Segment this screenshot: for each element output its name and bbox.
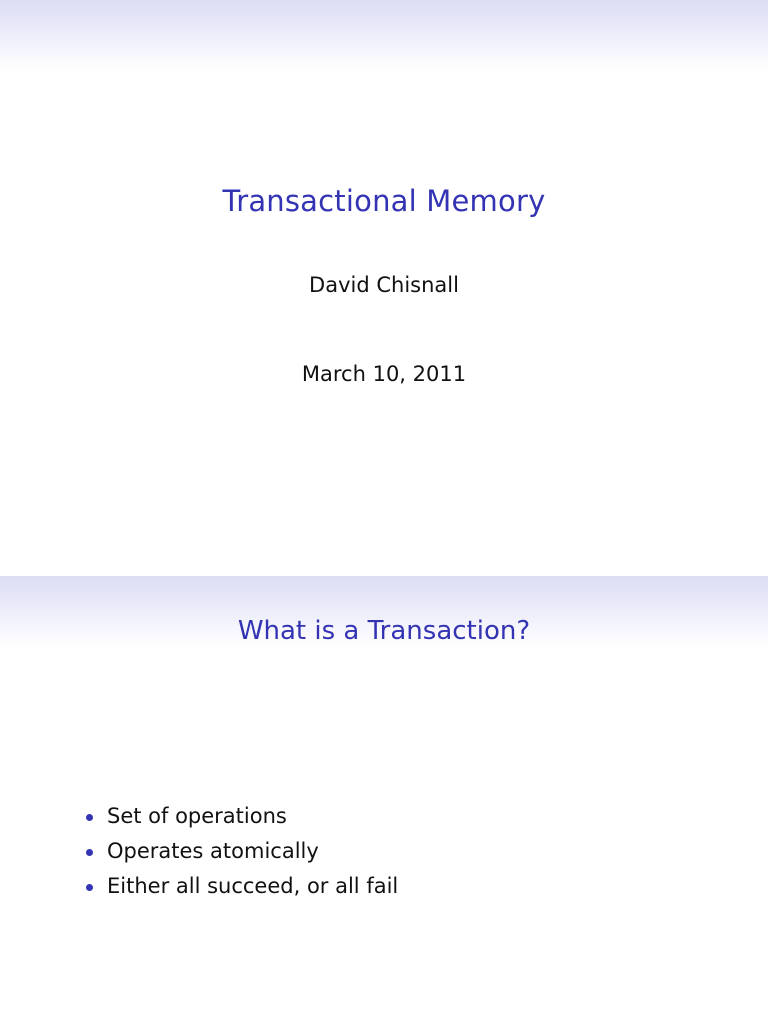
bullet-list: [86, 802, 398, 907]
bullet-item: [86, 872, 398, 907]
bullet-text: Operates atomically: [107, 839, 319, 863]
bullet-icon: [86, 849, 93, 856]
content-slide: [0, 576, 768, 1024]
presentation-title: Transactional Memory: [222, 184, 546, 218]
bullet-item: [86, 802, 398, 837]
bullet-text: Either all succeed, or all fail: [107, 874, 399, 898]
bullet-item: [86, 837, 398, 872]
author-name: David Chisnall: [309, 273, 459, 297]
bullet-icon: [86, 884, 93, 891]
presentation-date: March 10, 2011: [301, 362, 467, 386]
bullet-icon: [86, 814, 93, 821]
frame-title: What is a Transaction?: [237, 616, 531, 646]
bullet-text: Set of operations: [107, 804, 287, 828]
slide-header-band: [0, 0, 768, 72]
